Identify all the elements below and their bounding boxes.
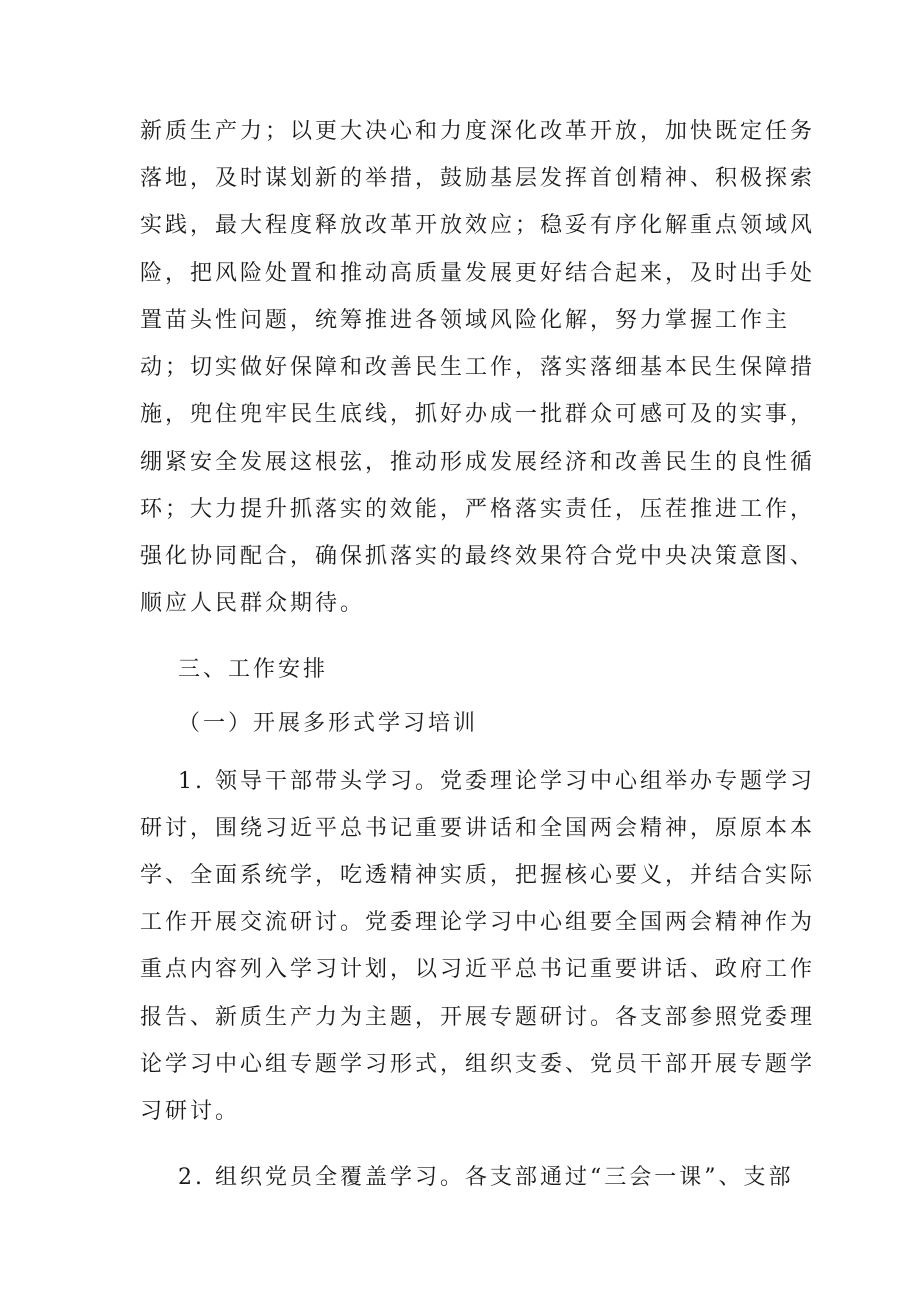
intro-paragraph-line: 险，把风险处置和推动高质量发展更好结合起来，及时出手处 [140,261,816,286]
intro-paragraph-line: 顺应人民群众期待。 [140,591,366,616]
item1-line: 论学习中心组专题学习形式，组织支委、党员干部开展专题学 [140,1052,816,1077]
item1-line: 工作开展交流研讨。党委理论学习中心组要全国两会精神作为 [140,910,816,935]
intro-paragraph-line: 绷紧安全发展这根弦，推动形成发展经济和改善民生的良性循 [140,450,816,475]
intro-paragraph-line: 环；大力提升抓落实的效能，严格落实责任，压茬推进工作， [140,497,816,522]
item1-line: 报告、新质生产力为主题，开展专题研讨。各支部参照党委理 [140,1005,816,1030]
intro-paragraph-line: 动；切实做好保障和改善民生工作，落实落细基本民生保障措 [140,355,816,380]
intro-paragraph-line: 置苗头性问题，统筹推进各领域风险化解，努力掌握工作主 [140,308,791,333]
intro-paragraph-line: 施，兜住兜牢民生底线，抓好办成一批群众可感可及的实事， [140,402,816,427]
item1-line: 学、全面系统学，吃透精神实质，把握核心要义，并结合实际 [140,863,816,888]
intro-paragraph-line: 落地，及时谋划新的举措，鼓励基层发挥首创精神、积极探索 [140,166,816,191]
item1-line: 习研讨。 [140,1099,241,1124]
item2-line: 2. 组织党员全覆盖学习。各支部通过“三会一课”、支部 [178,1165,794,1190]
subsection-heading: （一）开展多形式学习培训 [178,711,479,736]
section-heading: 三、工作安排 [178,657,329,682]
intro-paragraph-line: 强化协同配合，确保抓落实的最终效果符合党中央决策意图、 [140,544,816,569]
intro-paragraph-line: 新质生产力；以更大决心和力度深化改革开放，加快既定任务 [140,119,816,144]
item1-line: 1. 领导干部带头学习。党委理论学习中心组举办专题学习 [178,769,815,794]
intro-paragraph-line: 实践，最大程度释放改革开放效应；稳妥有序化解重点领域风 [140,213,816,238]
item1-line: 重点内容列入学习计划，以习近平总书记重要讲话、政府工作 [140,957,816,982]
item1-line: 研讨，围绕习近平总书记重要讲话和全国两会精神，原原本本 [140,816,816,841]
